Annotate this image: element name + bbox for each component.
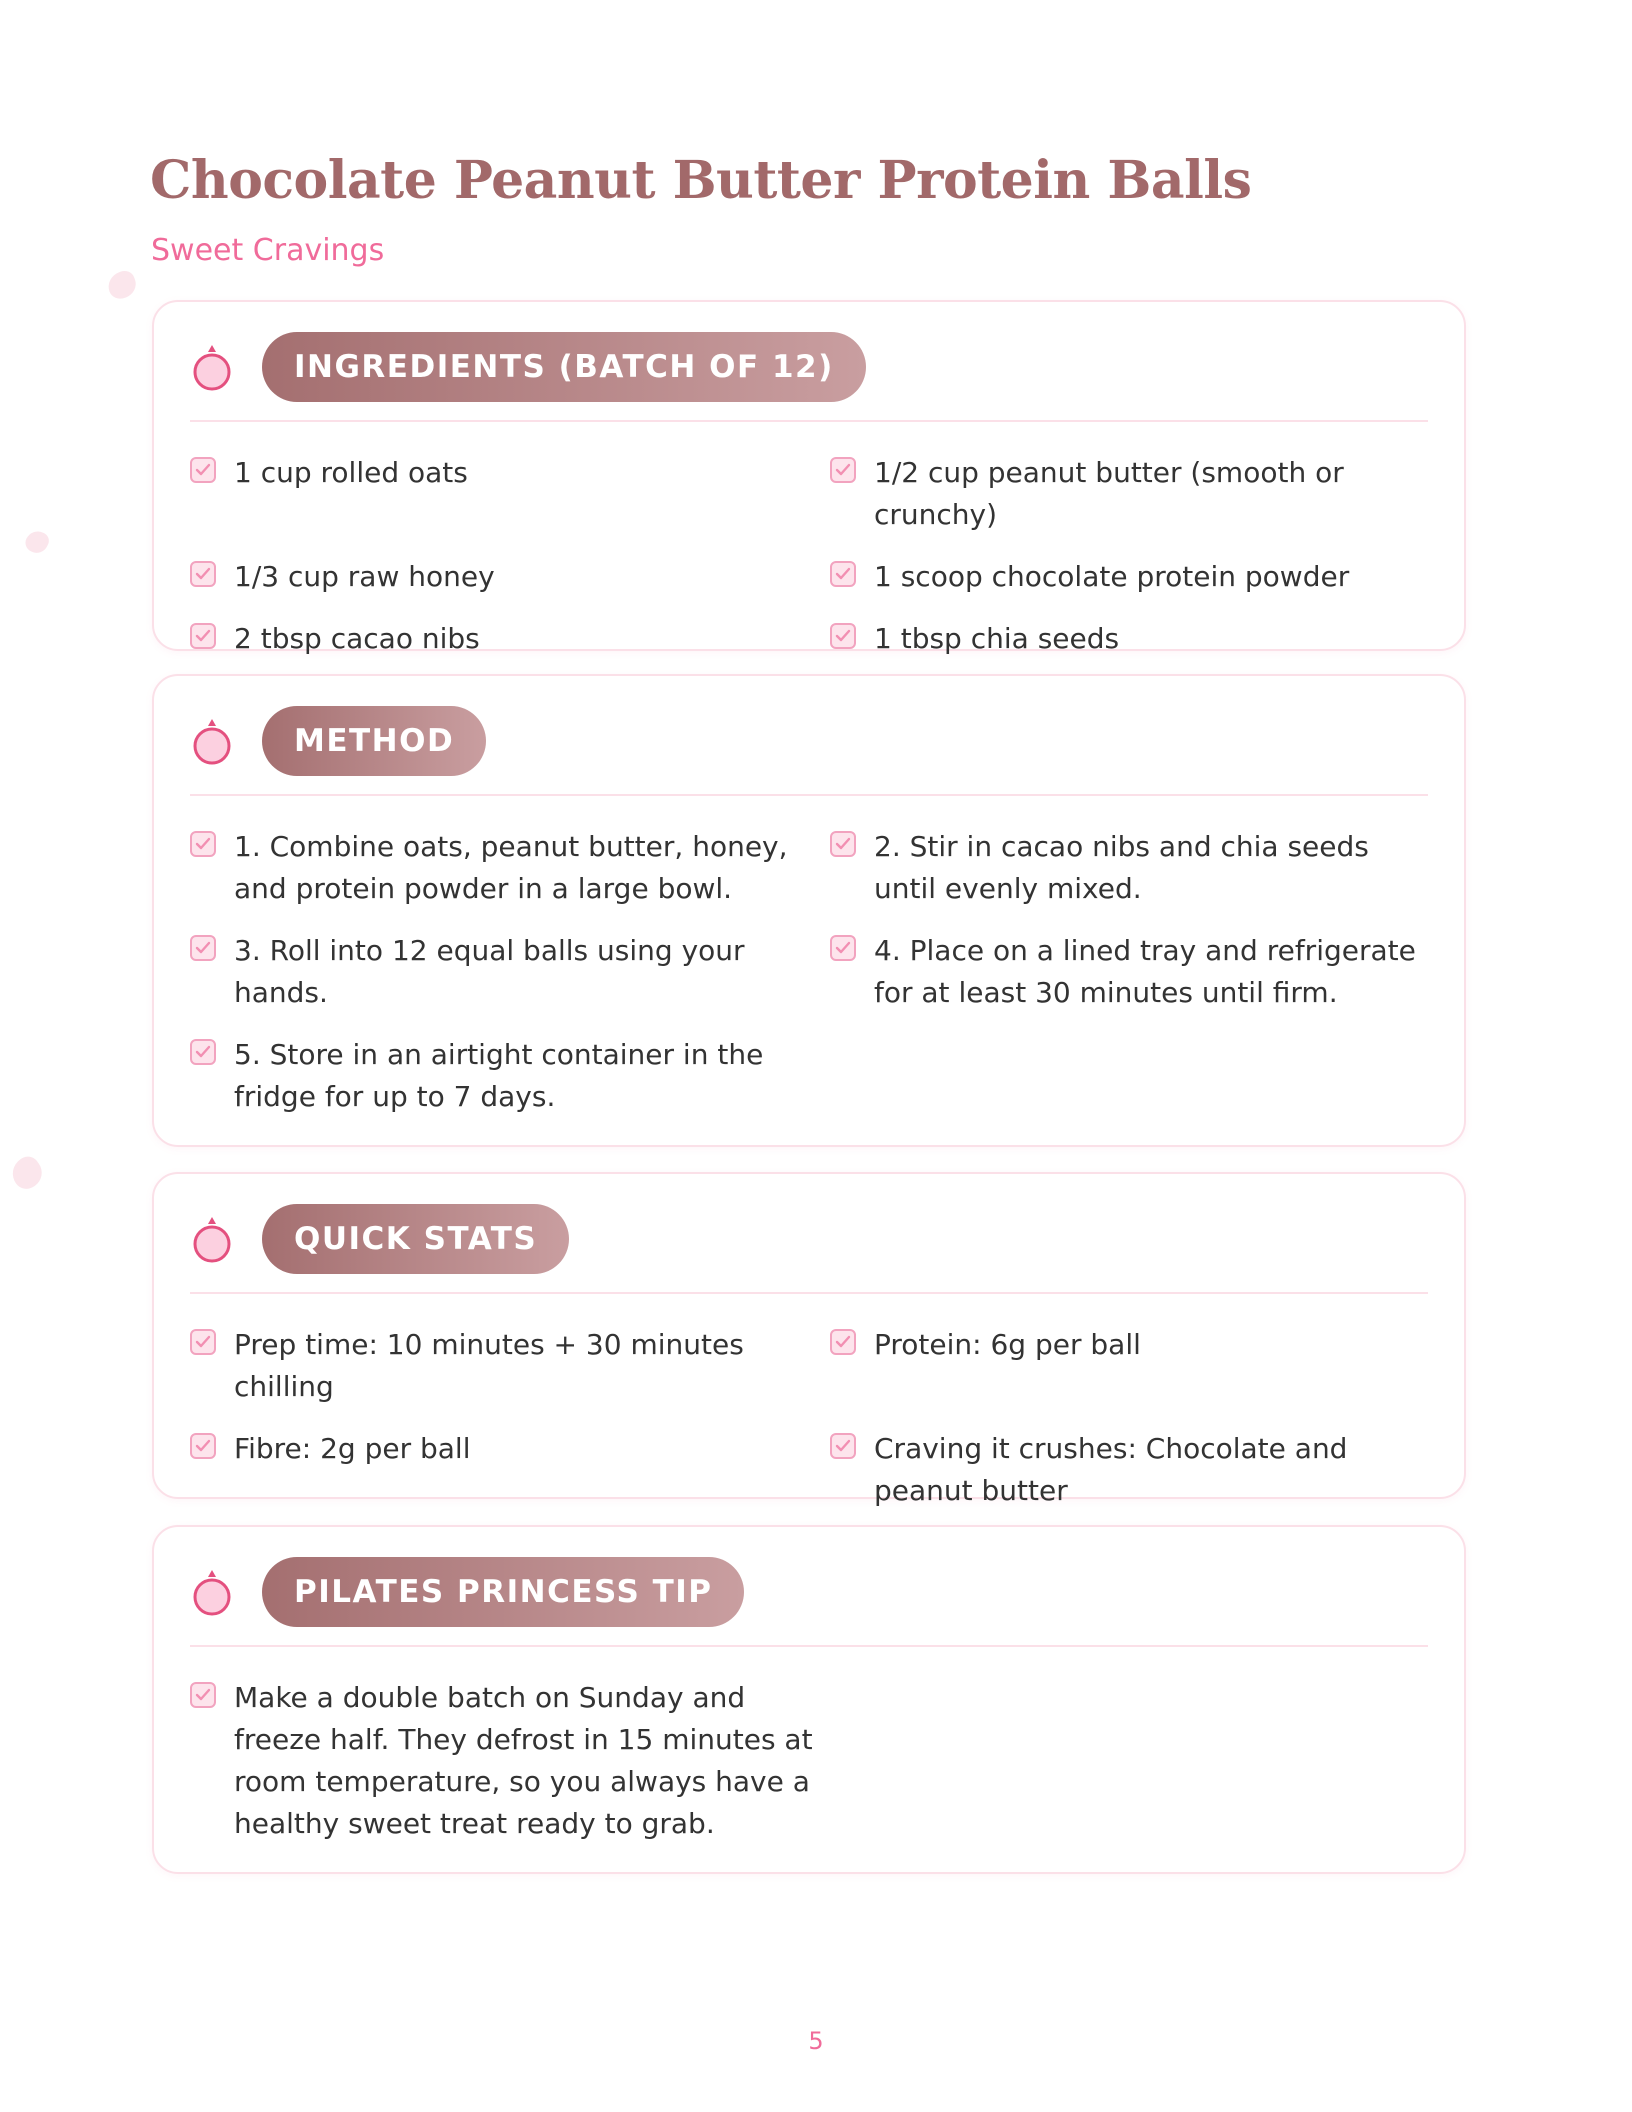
list-item	[830, 826, 1430, 910]
section-divider	[190, 794, 1428, 796]
method-card	[152, 674, 1466, 1147]
list-item-text: 2 tbsp cacao nibs	[234, 622, 480, 655]
checkbox-icon	[190, 1682, 216, 1708]
checkbox-icon	[190, 831, 216, 857]
page-number: 5	[808, 2027, 824, 2055]
list-item	[190, 1034, 826, 1118]
petal-icon	[22, 527, 51, 556]
list-item-text: 1. Combine oats, peanut butter, honey, and protein powder in a large bowl.	[234, 830, 788, 905]
list-item-text: Prep time: 10 minutes + 30 minutes chilling	[234, 1328, 744, 1403]
checkbox-icon	[190, 1433, 216, 1459]
pink-circle-icon	[192, 716, 232, 766]
checkbox-icon	[190, 623, 216, 649]
list-item-text: 3. Roll into 12 equal balls using your hands.	[234, 934, 745, 1009]
section-heading: INGREDIENTS (BATCH OF 12)	[262, 332, 866, 402]
list-item-text: 1 scoop chocolate protein powder	[874, 560, 1350, 593]
list-item-text: 1 tbsp chia seeds	[874, 622, 1120, 655]
ingredients-list	[190, 452, 1428, 660]
section-divider	[190, 1645, 1428, 1647]
pink-circle-icon	[192, 342, 232, 392]
list-item	[830, 930, 1430, 1014]
list-item-text: Craving it crushes: Chocolate and peanut butter	[874, 1432, 1348, 1507]
list-item-text: 1/3 cup raw honey	[234, 560, 495, 593]
quick-stats-card	[152, 1172, 1466, 1507]
tip-list	[190, 1677, 1428, 1845]
list-item	[190, 1324, 826, 1408]
pink-circle-icon	[192, 1214, 232, 1264]
list-item	[830, 1324, 1430, 1408]
list-item-text: 4. Place on a lined tray and refrigerate for at least 30 minutes until firm.	[874, 934, 1416, 1009]
tip-card	[152, 1525, 1466, 1874]
checkbox-icon	[830, 457, 856, 483]
checkbox-icon	[830, 623, 856, 649]
method-list	[190, 826, 1428, 1118]
list-item-text: 1/2 cup peanut butter (smooth or crunchy)	[874, 456, 1344, 531]
checkbox-icon	[830, 831, 856, 857]
card-header	[192, 1204, 569, 1274]
list-item	[830, 618, 1430, 660]
list-item	[830, 556, 1430, 598]
list-item	[190, 1428, 826, 1512]
list-item-text: 2. Stir in cacao nibs and chia seeds until evenly mixed.	[874, 830, 1369, 905]
checkbox-icon	[830, 561, 856, 587]
section-heading: PILATES PRINCESS TIP	[262, 1557, 744, 1627]
list-item-text: Make a double batch on Sunday and freeze half. They defrost in 15 minutes at room temperature, so you always have a healthy sweet treat ready to grab.	[234, 1681, 813, 1840]
checkbox-icon	[830, 1329, 856, 1355]
pink-circle-icon	[192, 1567, 232, 1617]
petal-icon	[6, 1152, 48, 1194]
list-item-text: Protein: 6g per ball	[874, 1328, 1141, 1361]
list-item	[190, 826, 826, 910]
list-item	[190, 1677, 826, 1845]
section-divider	[190, 1292, 1428, 1294]
ingredients-card	[152, 300, 1466, 655]
quick-stats-list	[190, 1324, 1428, 1512]
list-item	[190, 452, 826, 536]
card-header	[192, 706, 486, 776]
list-item	[190, 930, 826, 1014]
section-heading: QUICK STATS	[262, 1204, 569, 1274]
checkbox-icon	[830, 935, 856, 961]
list-item	[190, 618, 826, 660]
checkbox-icon	[190, 561, 216, 587]
section-divider	[190, 420, 1428, 422]
list-item-text: Fibre: 2g per ball	[234, 1432, 471, 1465]
checkbox-icon	[190, 457, 216, 483]
checkbox-icon	[190, 1329, 216, 1355]
page-title: Chocolate Peanut Butter Protein Balls	[150, 150, 1252, 211]
card-header	[192, 332, 866, 402]
list-item	[830, 1428, 1430, 1512]
checkbox-icon	[830, 1433, 856, 1459]
list-item-text: 5. Store in an airtight container in the fridge for up to 7 days.	[234, 1038, 764, 1113]
list-item	[830, 452, 1430, 536]
page-subtitle: Sweet Cravings	[151, 233, 385, 268]
checkbox-icon	[190, 1039, 216, 1065]
section-heading: METHOD	[262, 706, 486, 776]
card-header	[192, 1557, 744, 1627]
list-item	[190, 556, 826, 598]
petal-icon	[104, 268, 139, 302]
list-item-text: 1 cup rolled oats	[234, 456, 468, 489]
checkbox-icon	[190, 935, 216, 961]
